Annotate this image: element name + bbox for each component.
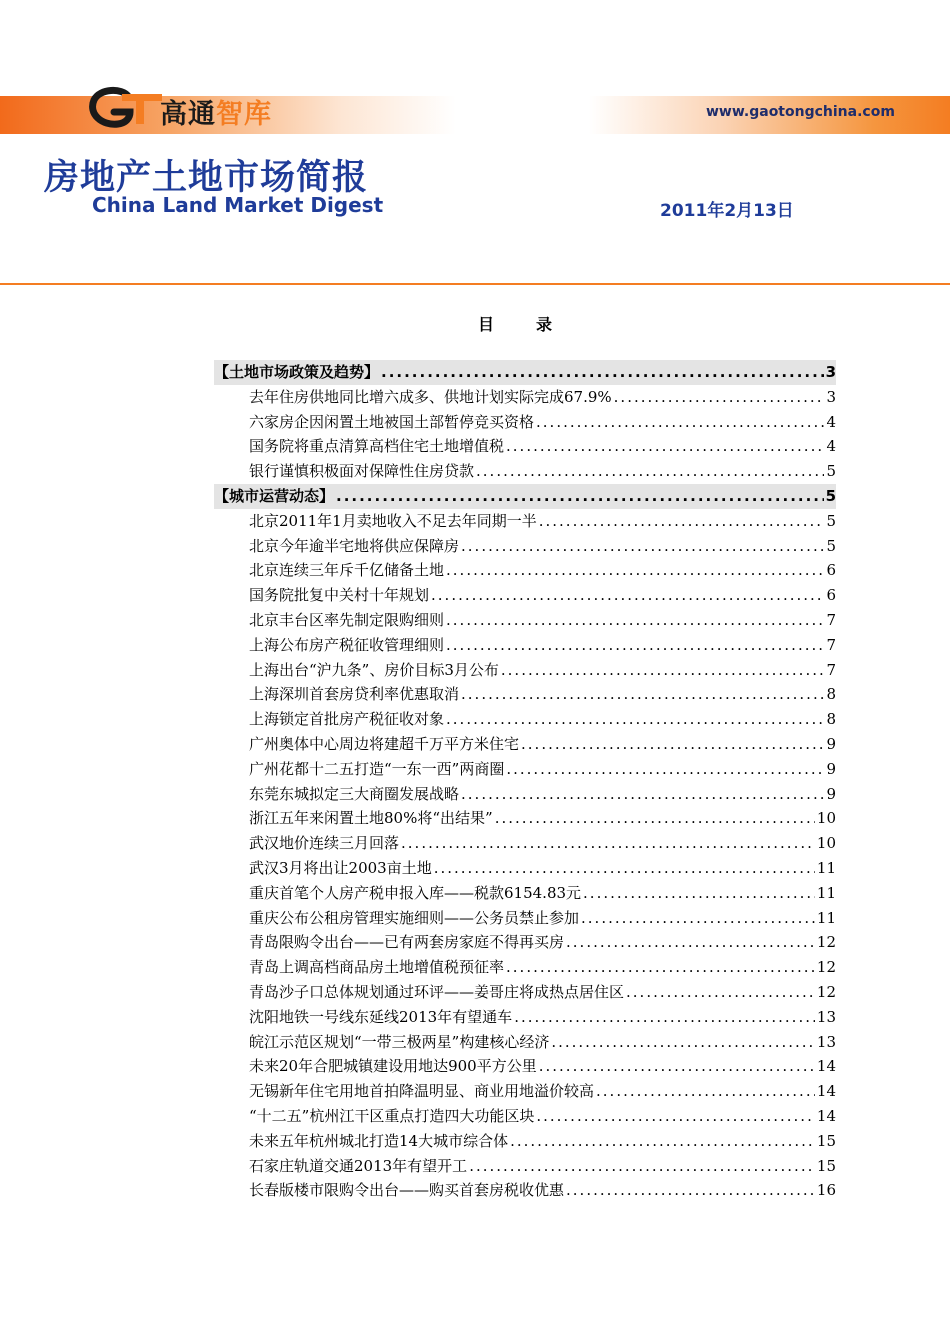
toc-heading: 目录 (478, 315, 595, 334)
toc-leader-dots (566, 1178, 815, 1203)
toc-entry-row[interactable] (214, 1129, 836, 1154)
toc-page-number: 8 (826, 685, 836, 704)
table-of-contents (214, 360, 836, 1203)
toc-entry-label: 北京今年逾半宅地将供应保障房 (249, 536, 460, 555)
toc-entry-row[interactable] (214, 534, 836, 559)
toc-entry-label: 武汉地价连续三月回落 (249, 834, 400, 853)
toc-leader-dots (476, 459, 824, 484)
toc-leader-dots (514, 1005, 815, 1030)
toc-entry-label: 武汉3月将出让2003亩土地 (249, 858, 432, 877)
toc-leader-dots (501, 658, 825, 683)
toc-entry-row[interactable] (214, 707, 836, 732)
toc-page-number: 15 (816, 1131, 836, 1150)
toc-entry-row[interactable] (214, 583, 836, 608)
toc-entry-label: 东莞东城拟定三大商圈发展战略 (249, 784, 460, 803)
toc-entry-row[interactable] (214, 757, 836, 782)
report-title-en: China Land Market Digest (92, 193, 384, 217)
toc-entry-row[interactable] (214, 509, 836, 534)
toc-leader-dots (539, 509, 825, 534)
toc-leader-dots (506, 434, 824, 459)
toc-page-number: 14 (816, 1106, 836, 1125)
toc-leader-dots (521, 732, 824, 757)
website-url[interactable]: www.gaotongchina.com (706, 104, 895, 120)
gaotong-logo (88, 82, 348, 134)
toc-entry-row[interactable] (214, 732, 836, 757)
toc-entry-label: 上海公布房产税征收管理细则 (249, 635, 445, 654)
toc-entry-row[interactable] (214, 633, 836, 658)
toc-page-number: 5 (826, 511, 836, 530)
toc-entry-label: 青岛沙子口总体规划通过环评——姜哥庄将成热点居住区 (249, 982, 625, 1001)
toc-entry-row[interactable] (214, 1005, 836, 1030)
toc-leader-dots (495, 806, 815, 831)
toc-page-number: 7 (826, 610, 836, 629)
toc-page-number: 14 (816, 1082, 836, 1101)
toc-entry-label: 重庆公布公租房管理实施细则——公务员禁止参加 (249, 908, 580, 927)
toc-leader-dots (461, 682, 824, 707)
toc-leader-dots (381, 360, 824, 385)
toc-leader-dots (446, 558, 824, 583)
toc-leader-dots (446, 707, 824, 732)
toc-entry-row[interactable] (214, 459, 836, 484)
toc-leader-dots (536, 1104, 815, 1129)
toc-page-number: 4 (826, 437, 836, 456)
toc-entry-row[interactable] (214, 1178, 836, 1203)
toc-entry-row[interactable] (214, 1054, 836, 1079)
toc-entry-label: 青岛上调高档商品房土地增值税预征率 (249, 958, 505, 977)
toc-entry-label: 广州奥体中心周边将建超千万平方米住宅 (249, 734, 520, 753)
toc-entry-label: 青岛限购令出台——已有两套房家庭不得再买房 (249, 933, 565, 952)
toc-page-number: 5 (826, 462, 836, 481)
toc-entry-row[interactable] (214, 980, 836, 1005)
toc-entry-row[interactable] (214, 881, 836, 906)
toc-entry-label: 北京连续三年斥千亿储备土地 (249, 561, 445, 580)
toc-page-number: 6 (826, 586, 836, 605)
toc-leader-dots (539, 1054, 815, 1079)
toc-leader-dots (614, 385, 825, 410)
toc-entry-row[interactable] (214, 1154, 836, 1179)
toc-entry-label: 未来五年杭州城北打造14大城市综合体 (249, 1131, 509, 1150)
toc-page-number: 3 (825, 363, 836, 381)
toc-page-number: 12 (816, 982, 836, 1001)
toc-entry-label: 石家庄轨道交通2013年有望开工 (249, 1156, 468, 1175)
toc-leader-dots (401, 831, 815, 856)
toc-entry-row[interactable] (214, 1104, 836, 1129)
toc-leader-dots (469, 1154, 815, 1179)
toc-entry-row[interactable] (214, 930, 836, 955)
toc-page-number: 6 (826, 561, 836, 580)
toc-entry-label: 国务院将重点清算高档住宅土地增值税 (249, 437, 505, 456)
toc-entry-label: 皖江示范区规划“一带三极两星”构建核心经济 (249, 1032, 550, 1051)
toc-page-number: 5 (825, 486, 836, 505)
toc-entry-label: 六家房企因闲置土地被国土部暂停竞买资格 (249, 412, 535, 431)
toc-page-number: 11 (816, 858, 836, 877)
toc-page-number: 15 (816, 1156, 836, 1175)
toc-section-row[interactable] (214, 484, 836, 509)
toc-entry-row[interactable] (214, 782, 836, 807)
toc-entry-row[interactable] (214, 410, 836, 435)
toc-entry-label: 【土地市场政策及趋势】 (214, 363, 380, 381)
toc-leader-dots (506, 955, 815, 980)
logo-wordmark (160, 92, 272, 131)
toc-entry-label: 【城市运营动态】 (214, 486, 335, 505)
toc-entry-label: 去年住房供地同比增六成多、供地计划实际完成67.9% (249, 387, 612, 406)
toc-leader-dots (434, 856, 815, 881)
toc-page-number: 7 (826, 660, 836, 679)
toc-entry-row[interactable] (214, 856, 836, 881)
toc-page-number: 9 (826, 734, 836, 753)
toc-leader-dots (551, 1030, 815, 1055)
report-title-cn: 房地产土地市场简报 (44, 158, 369, 198)
toc-leader-dots (536, 410, 824, 435)
report-date: 2011年2月13日 (660, 201, 794, 221)
toc-page-number: 7 (826, 635, 836, 654)
toc-leader-dots (581, 906, 815, 931)
toc-leader-dots (431, 583, 824, 608)
toc-entry-row[interactable] (214, 1030, 836, 1055)
toc-entry-label: 广州花都十二五打造“一东一西”两商圈 (249, 759, 505, 778)
toc-entry-label: 浙江五年来闲置土地80%将“出结果” (249, 809, 493, 828)
toc-entry-row[interactable] (214, 955, 836, 980)
toc-page-number: 12 (816, 958, 836, 977)
toc-leader-dots (336, 484, 824, 509)
toc-entry-label: 北京2011年1月卖地收入不足去年同期一半 (249, 511, 537, 530)
toc-entry-label: 重庆首笔个人房产税申报入库——税款6154.83元 (249, 883, 582, 902)
toc-entry-label: 银行谨慎积极面对保障性住房贷款 (249, 462, 475, 481)
toc-entry-label: 北京丰台区率先制定限购细则 (249, 610, 445, 629)
toc-page-number: 9 (826, 759, 836, 778)
toc-page-number: 5 (826, 536, 836, 555)
toc-leader-dots (510, 1129, 815, 1154)
toc-page-number: 16 (816, 1181, 836, 1200)
logo-name-part2: 智库 (216, 99, 272, 130)
toc-page-number: 10 (816, 834, 836, 853)
toc-entry-row[interactable] (214, 906, 836, 931)
toc-entry-row[interactable] (214, 658, 836, 683)
toc-entry-label: 上海锁定首批房产税征收对象 (249, 710, 445, 729)
toc-entry-row[interactable] (214, 434, 836, 459)
toc-page-number: 10 (816, 809, 836, 828)
toc-leader-dots (626, 980, 815, 1005)
toc-entry-row[interactable] (214, 831, 836, 856)
toc-leader-dots (506, 757, 824, 782)
logo-name-part1: 高通 (160, 99, 216, 130)
toc-entry-label: 未来20年合肥城镇建设用地达900平方公里 (249, 1057, 537, 1076)
toc-leader-dots (446, 633, 824, 658)
toc-page-number: 14 (816, 1057, 836, 1076)
toc-entry-row[interactable] (214, 558, 836, 583)
toc-page-number: 11 (816, 908, 836, 927)
toc-entry-row[interactable] (214, 385, 836, 410)
toc-entry-label: 长春版楼市限购令出台——购买首套房税收优惠 (249, 1181, 565, 1200)
toc-page-number: 9 (826, 784, 836, 803)
toc-section-row[interactable] (214, 360, 836, 385)
toc-page-number: 13 (816, 1007, 836, 1026)
toc-leader-dots (583, 881, 815, 906)
toc-entry-label: 沈阳地铁一号线东延线2013年有望通车 (249, 1007, 513, 1026)
toc-page-number: 13 (816, 1032, 836, 1051)
toc-entry-label: 国务院批复中关村十年规划 (249, 586, 430, 605)
gt-logo-icon (88, 82, 168, 134)
toc-entry-row[interactable] (214, 806, 836, 831)
toc-leader-dots (566, 930, 815, 955)
toc-entry-row[interactable] (214, 608, 836, 633)
toc-leader-dots (446, 608, 824, 633)
toc-entry-label: 上海深圳首套房贷利率优惠取消 (249, 685, 460, 704)
toc-entry-row[interactable] (214, 682, 836, 707)
toc-entry-label: 上海出台“沪九条”、房价目标3月公布 (249, 660, 499, 679)
header-divider (0, 283, 950, 285)
toc-entry-row[interactable] (214, 1079, 836, 1104)
toc-page-number: 11 (816, 883, 836, 902)
toc-page-number: 3 (826, 387, 836, 406)
toc-leader-dots (461, 534, 824, 559)
toc-leader-dots (461, 782, 824, 807)
toc-page-number: 12 (816, 933, 836, 952)
toc-leader-dots (596, 1079, 815, 1104)
toc-page-number: 4 (826, 412, 836, 431)
toc-page-number: 8 (826, 710, 836, 729)
toc-entry-label: “十二五”杭州江干区重点打造四大功能区块 (249, 1106, 535, 1125)
toc-entry-label: 无锡新年住宅用地首拍降温明显、商业用地溢价较高 (249, 1082, 595, 1101)
